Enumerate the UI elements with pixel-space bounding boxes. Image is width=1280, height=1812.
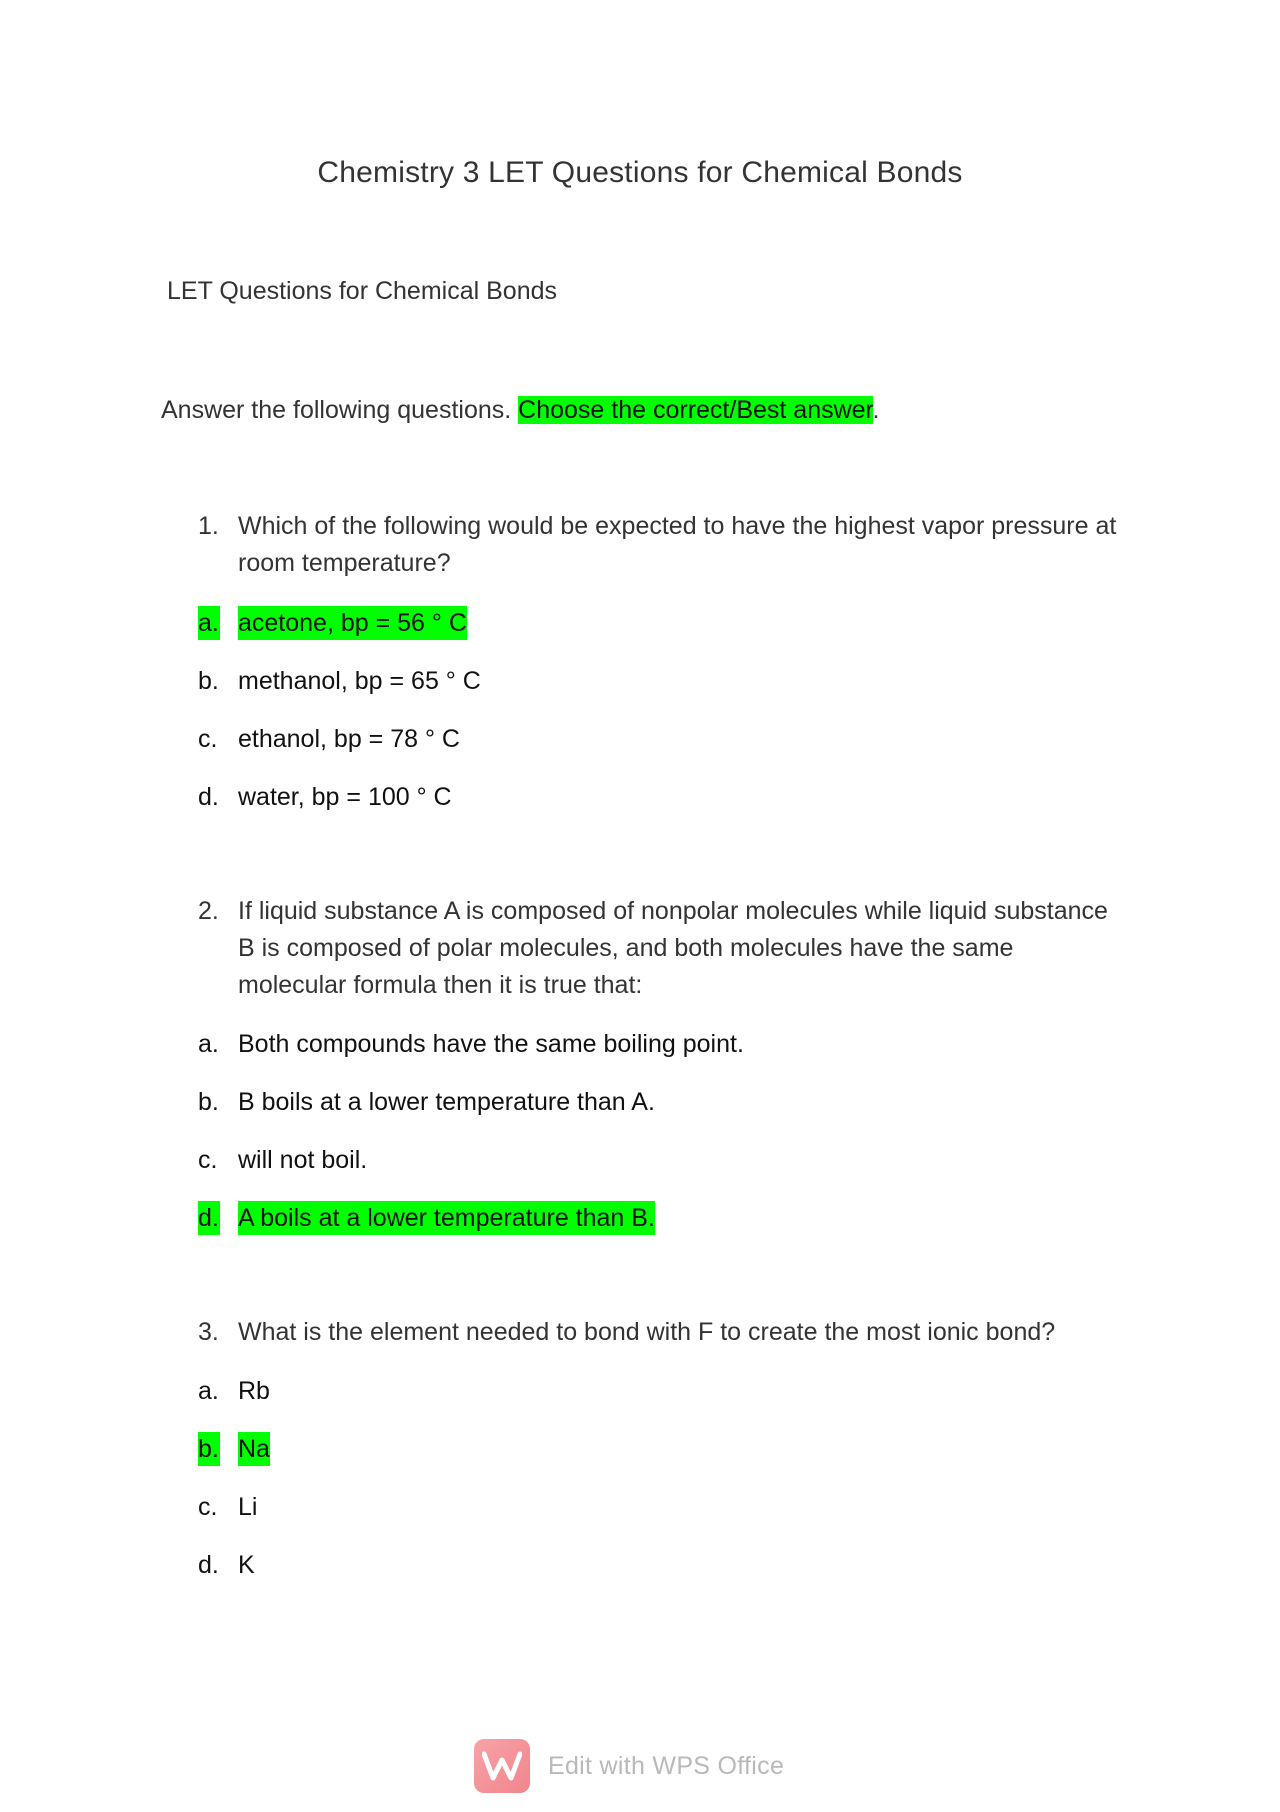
page-title: Chemistry 3 LET Questions for Chemical Bonds (317, 156, 963, 189)
option-text: A boils at a lower temperature than B. (238, 1201, 655, 1235)
option-text: methanol, bp = 65 ° C (238, 667, 481, 695)
option-letter: d. (198, 783, 219, 811)
question-3 (198, 1314, 1128, 1351)
option-letter: a. (198, 606, 220, 640)
option-1a (198, 606, 467, 640)
option-1c (198, 722, 460, 756)
option-letter: d. (198, 1201, 220, 1235)
question-number: 3. (198, 1318, 219, 1346)
option-letter: c. (198, 1146, 218, 1174)
option-text: B boils at a lower temperature than A. (238, 1088, 655, 1116)
option-1b (198, 664, 481, 698)
option-2c (198, 1143, 367, 1177)
question-number: 1. (198, 512, 219, 540)
option-letter: d. (198, 1551, 219, 1579)
option-letter: b. (198, 667, 219, 695)
option-text: Both compounds have the same boiling point. (238, 1030, 744, 1058)
option-text: will not boil. (238, 1146, 368, 1174)
option-text: Na (238, 1432, 270, 1466)
wps-footer[interactable] (474, 1739, 784, 1793)
question-text: If liquid substance A is composed of nonpolar molecules while liquid substance B is composed of polar molecules, and both molecules have the same molecular formula then it is true that: (238, 897, 1108, 999)
subtitle: LET Questions for Chemical Bonds (167, 277, 558, 305)
option-1d (198, 780, 452, 814)
option-letter: a. (198, 1377, 219, 1405)
question-1 (198, 508, 1128, 582)
question-text: What is the element needed to bond with F to create the most ionic bond? (238, 1318, 1056, 1346)
option-2a (198, 1027, 744, 1061)
option-3a (198, 1374, 270, 1408)
option-text: Li (238, 1493, 258, 1521)
option-letter: c. (198, 1493, 218, 1521)
option-3b (198, 1432, 270, 1466)
option-letter: b. (198, 1432, 220, 1466)
option-3c (198, 1490, 257, 1524)
option-text: acetone, bp = 56 ° C (238, 606, 467, 640)
instructions (161, 392, 879, 428)
option-letter: c. (198, 725, 218, 753)
option-text: water, bp = 100 ° C (238, 783, 452, 811)
option-text: Rb (238, 1377, 270, 1405)
option-3d (198, 1548, 255, 1582)
instructions-end: . (872, 396, 880, 424)
option-letter: a. (198, 1030, 219, 1058)
instructions-plain: Answer the following questions. (161, 396, 519, 424)
instructions-highlight: Choose the correct/Best answer (518, 396, 873, 424)
option-2d (198, 1201, 655, 1235)
option-text: K (238, 1551, 255, 1579)
option-text: ethanol, bp = 78 ° C (238, 725, 460, 753)
question-text: Which of the following would be expected to have the highest vapor pressure at room temperature? (238, 512, 1117, 577)
option-letter: b. (198, 1088, 219, 1116)
wps-logo-icon (474, 1739, 530, 1793)
question-2 (198, 893, 1128, 1004)
option-2b (198, 1085, 655, 1119)
question-number: 2. (198, 897, 219, 925)
wps-footer-text: Edit with WPS Office (548, 1751, 785, 1780)
